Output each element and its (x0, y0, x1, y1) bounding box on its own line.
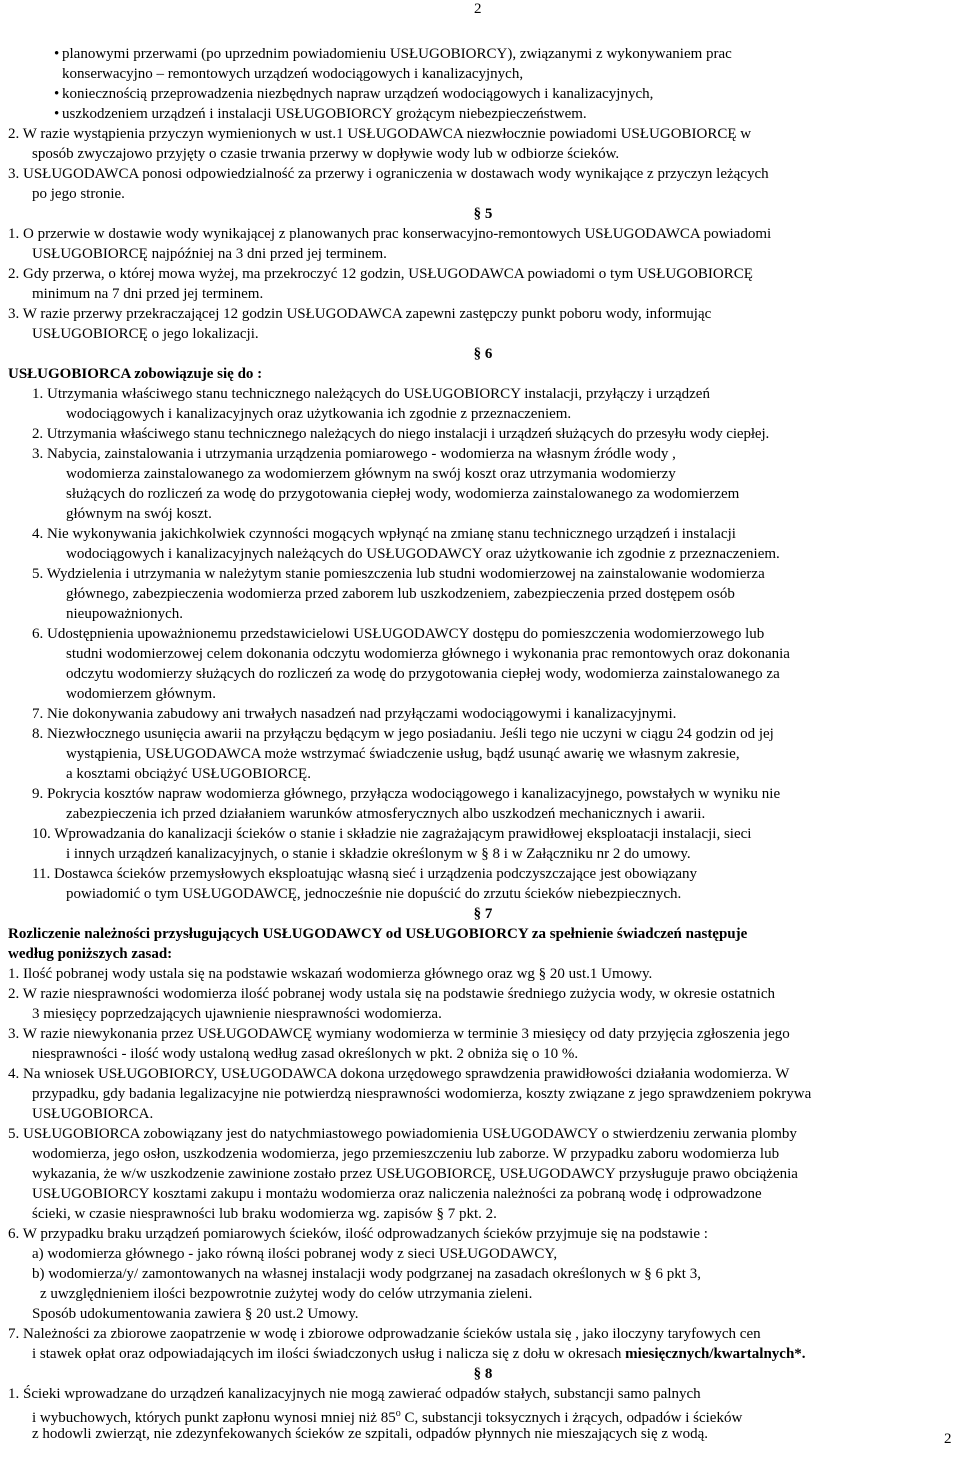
text-line: 6. Udostępnienia upoważnionemu przedstawicielowi USŁUGODAWCY dostępu do pomieszczenia wodomierzowego lub (32, 626, 765, 642)
text-line: minimum na 7 dni przed jej terminem. (32, 286, 264, 302)
text-line: wykazania, że w/w uszkodzenie zawinione zostało przez USŁUGOBIORCĘ, USŁUGODAWCY przysługuje prawo obciążenia (32, 1166, 798, 1182)
bullet-icon: • (54, 46, 60, 62)
emphasis-text: miesięcznych/kwartalnych*. (625, 1346, 806, 1362)
text-line: głównym na swój koszt. (66, 506, 212, 522)
text-line: 3. USŁUGODAWCA ponosi odpowiedzialność za przerwy i ograniczenia w dostawach wody wynikające z przyczyn leżących (8, 166, 769, 182)
bullet-icon: • (54, 86, 60, 102)
text-line: 1. O przerwie w dostawie wody wynikającej z planowanych prac konserwacyjno-remontowych USŁUGODAWCA powiadomi (8, 226, 772, 242)
text-line: głównego, zabezpieczenia wodomierza przed zaborem lub uszkodzeniem, zabezpieczenia przed dostępem osób (66, 586, 735, 602)
text-line: z uwzględnieniem ilości bezpowrotnie zużytej wody do celów utrzymania zieleni. (40, 1286, 533, 1302)
text-line: 7. Nie dokonywania zabudowy ani trwałych nasadzeń nad przyłączami wodociągowymi i kanalizacyjnymi. (32, 706, 677, 722)
text-line: służących do rozliczeń za wodę do przygotowania ciepłej wody, wodomierza zainstalowanego za wodomierzem (66, 486, 740, 502)
text-line: 2. Utrzymania właściwego stanu technicznego należących do niego instalacji i urządzeń służących do przesyłu wody ciepłej. (32, 426, 770, 442)
bullet-item (8, 84, 958, 104)
text-line: a kosztami obciążyć USŁUGOBIORCĘ. (66, 766, 311, 782)
text-line: 8. Niezwłocznego usunięcia awarii na przyłączu będącym w jego posiadaniu. Jeśli tego nie uczyni w ciągu 24 godzin od jej (32, 726, 774, 742)
text-line: 1. Utrzymania właściwego stanu technicznego należących do USŁUGOBIORCY instalacji, przyłączy i urządzeń (32, 386, 710, 402)
text-line: b) wodomierza/y/ zamontowanych na własnej instalacji wody podgrzanej na zasadach określonych w § 6 pkt 3, (32, 1266, 701, 1282)
section-heading: § 5 (473, 206, 493, 222)
bullet-item (8, 104, 958, 124)
text-line: zabezpieczenia ich przed działaniem warunków atmosferycznych albo uszkodzeń mechanicznych i awarii. (66, 806, 706, 822)
section-heading: § 7 (473, 906, 493, 922)
text-line: 3 miesięcy poprzedzających ujawnienie niesprawności wodomierza. (32, 1006, 442, 1022)
text-line: 9. Pokrycia kosztów napraw wodomierza głównego, przyłącza wodociągowego i kanalizacyjnego, powstałych w wyniku nie (32, 786, 781, 802)
text-line: 5. Wydzielenia i utrzymania w należytym stanie pomieszczenia lub studni wodomierzowej na zainstalowanie wodomierza (32, 566, 765, 582)
text-line: wodomierza zainstalowanego za wodomierzem głównym na swój koszt oraz utrzymania wodomierzy (66, 466, 676, 482)
text-line: wodomierzem głównym. (66, 686, 216, 702)
text-line: 10. Wprowadzania do kanalizacji ścieków o stanie i składzie nie zagrażającym prawidłowej eksploatacji instalacji, sieci (32, 826, 752, 842)
text-span: i wybuchowych, których punkt zapłonu wynosi mniej niż 85 (32, 1410, 396, 1426)
text-line: 4. Na wniosek USŁUGOBIORCY, USŁUGODAWCA dokona urzędowego sprawdzenia prawidłowości działania wodomierza. W (8, 1066, 790, 1082)
text-line: 2. W razie wystąpienia przyczyn wymienionych w ust.1 USŁUGODAWCA niezwłocznie powiadomi USŁUGOBIORCĘ w (8, 126, 752, 142)
text-line: wodociągowych i kanalizacyjnych oraz użytkowania ich zgodnie z przeznaczeniem. (66, 406, 572, 422)
text-span: C, substancji toksycznych i żrących, odpadów i ścieków (404, 1410, 743, 1426)
text-line: uszkodzeniem urządzeń i instalacji USŁUGOBIORCY grożącym niebezpieczeństwem. (62, 106, 587, 122)
text-line: USŁUGOBIORCA. (32, 1106, 154, 1122)
text-line: 3. W razie niewykonania przez USŁUGODAWCĘ wymiany wodomierza w terminie 3 miesięcy od daty przyjęcia zgłoszenia jego (8, 1026, 790, 1042)
text-line: wystąpienia, USŁUGODAWCA może wstrzymać świadczenie usług, bądź usunąć awarię we własnym zakresie, (66, 746, 740, 762)
text-line: przypadku, gdy badania legalizacyjne nie potwierdzą niesprawności wodomierza, koszty związane z jego sprawdzeniem pokrywa (32, 1086, 812, 1102)
document-body (8, 44, 958, 1444)
text-span: i stawek opłat oraz odpowiadających im ilości świadczonych usług i nalicza się z dołu w okresach (32, 1346, 622, 1362)
text-line: studni wodomierzowej celem dokonania odczytu wodomierza głównego i wykonania prac remontowych oraz dokonania (66, 646, 790, 662)
text-line: sposób zwyczajowo przyjęty o czasie trwania przerwy w dopływie wody lub w odbiorze ścieków. (32, 146, 620, 162)
bullet-icon: • (54, 106, 60, 122)
subheading: Rozliczenie należności przysługujących USŁUGODAWCY od USŁUGOBIORCY za spełnienie świadczeń następuje (8, 926, 748, 942)
text-line: konserwacyjno – remontowych urządzeń wodociągowych i kanalizacyjnych, (62, 66, 524, 82)
subheading: według poniższych zasad: (8, 946, 173, 962)
text-line: koniecznością przeprowadzenia niezbędnych napraw urządzeń wodociągowych i kanalizacyjnych, (62, 86, 654, 102)
text-line: 3. Nabycia, zainstalowania i utrzymania urządzenia pomiarowego - wodomierza na własnym źródle wody , (32, 446, 676, 462)
page-number-bottom: 2 (944, 1431, 952, 1447)
text-line (8, 1404, 958, 1424)
text-line: z hodowli zwierząt, nie zdezynfekowanych ścieków ze szpitali, odpadów płynnych nie mieszających się z wodą. (32, 1426, 708, 1442)
text-line: nieupoważnionych. (66, 606, 184, 622)
text-line: powiadomić o tym USŁUGODAWCĘ, jednocześnie nie dopuścić do zrzutu ścieków niebezpiecznych. (66, 886, 682, 902)
text-line (8, 1344, 958, 1364)
text-line: 4. Nie wykonywania jakichkolwiek czynności mogących wpłynąć na zmianę stanu technicznego urządzeń i instalacji (32, 526, 736, 542)
page-number-top: 2 (474, 1, 482, 17)
text-line: i innych urządzeń kanalizacyjnych, o stanie i składzie określonym w § 8 i w Załączniku nr 2 do umowy. (66, 846, 691, 862)
section-heading: § 6 (473, 346, 493, 362)
text-line: po jego stronie. (32, 186, 125, 202)
text-line: wodomierza, jego osłon, uszkodzenia wodomierza, jego przemieszczeniu lub zaborze. W przypadku zaboru wodomierza lub (32, 1146, 780, 1162)
text-line: USŁUGOBIORCY kosztami zakupu i montażu wodomierza oraz naliczenia należności za pobraną wodę i odprowadzone (32, 1186, 762, 1202)
subheading: USŁUGOBIORCA zobowiązuje się do : (8, 366, 263, 382)
text-line: odczytu wodomierzy służących do rozliczeń za wodę do przygotowania ciepłej wody, wodomierza zainstalowanego za (66, 666, 780, 682)
text-line: 2. Gdy przerwa, o której mowa wyżej, ma przekroczyć 12 godzin, USŁUGODAWCA powiadomi o tym USŁUGOBIORCĘ (8, 266, 753, 282)
text-line: 11. Dostawca ścieków przemysłowych eksploatując własną sieć i urządzenia podczyszczające jest obowiązany (32, 866, 698, 882)
text-line: 7. Należności za zbiorowe zaopatrzenie w wodę i zbiorowe odprowadzanie ścieków ustala się , jako iloczyny taryfowych cen (8, 1326, 761, 1342)
text-line: a) wodomierza głównego - jako równą ilości pobranej wody z sieci USŁUGODAWCY, (32, 1246, 558, 1262)
text-line: ścieki, w czasie niesprawności lub braku wodomierza wg. zapisów § 7 pkt. 2. (32, 1206, 497, 1222)
text-line: 6. W przypadku braku urządzeń pomiarowych ścieków, ilość odprowadzanych ścieków przyjmuje się na podstawie : (8, 1226, 708, 1242)
text-line: wodociągowych i kanalizacyjnych należących do USŁUGODAWCY oraz użytkowanie ich zgodnie z przeznaczeniem. (66, 546, 780, 562)
section-heading: § 8 (473, 1366, 493, 1382)
bullet-item (8, 44, 958, 64)
text-line: 3. W razie przerwy przekraczającej 12 godzin USŁUGODAWCA zapewni zastępczy punkt poboru wody, informując (8, 306, 712, 322)
text-line: USŁUGOBIORCĘ najpóźniej na 3 dni przed jej terminem. (32, 246, 387, 262)
text-line: 5. USŁUGOBIORCA zobowiązany jest do natychmiastowego powiadomienia USŁUGODAWCY o stwierdzeniu zerwania plomby (8, 1126, 797, 1142)
text-line: planowymi przerwami (po uprzednim powiadomieniu USŁUGOBIORCY), związanymi z wykonywaniem prac (62, 46, 732, 62)
text-line: 1. Ilość pobranej wody ustala się na podstawie wskazań wodomierza głównego oraz wg § 20 ust.1 Umowy. (8, 966, 653, 982)
text-line: Sposób udokumentowania zawiera § 20 ust.2 Umowy. (32, 1306, 359, 1322)
text-line: 1. Ścieki wprowadzane do urządzeń kanalizacyjnych nie mogą zawierać odpadów stałych, substancji samo palnych (8, 1386, 701, 1402)
text-line: 2. W razie niesprawności wodomierza ilość pobranej wody ustala się na podstawie średniego zużycia wody, w okresie ostatnich (8, 986, 775, 1002)
text-line: USŁUGOBIORCĘ o jego lokalizacji. (32, 326, 259, 342)
text-line: niesprawności - ilość wody ustaloną według zasad określonych w pkt. 2 obniża się o 10 %. (32, 1046, 579, 1062)
superscript: o (395, 1408, 401, 1419)
